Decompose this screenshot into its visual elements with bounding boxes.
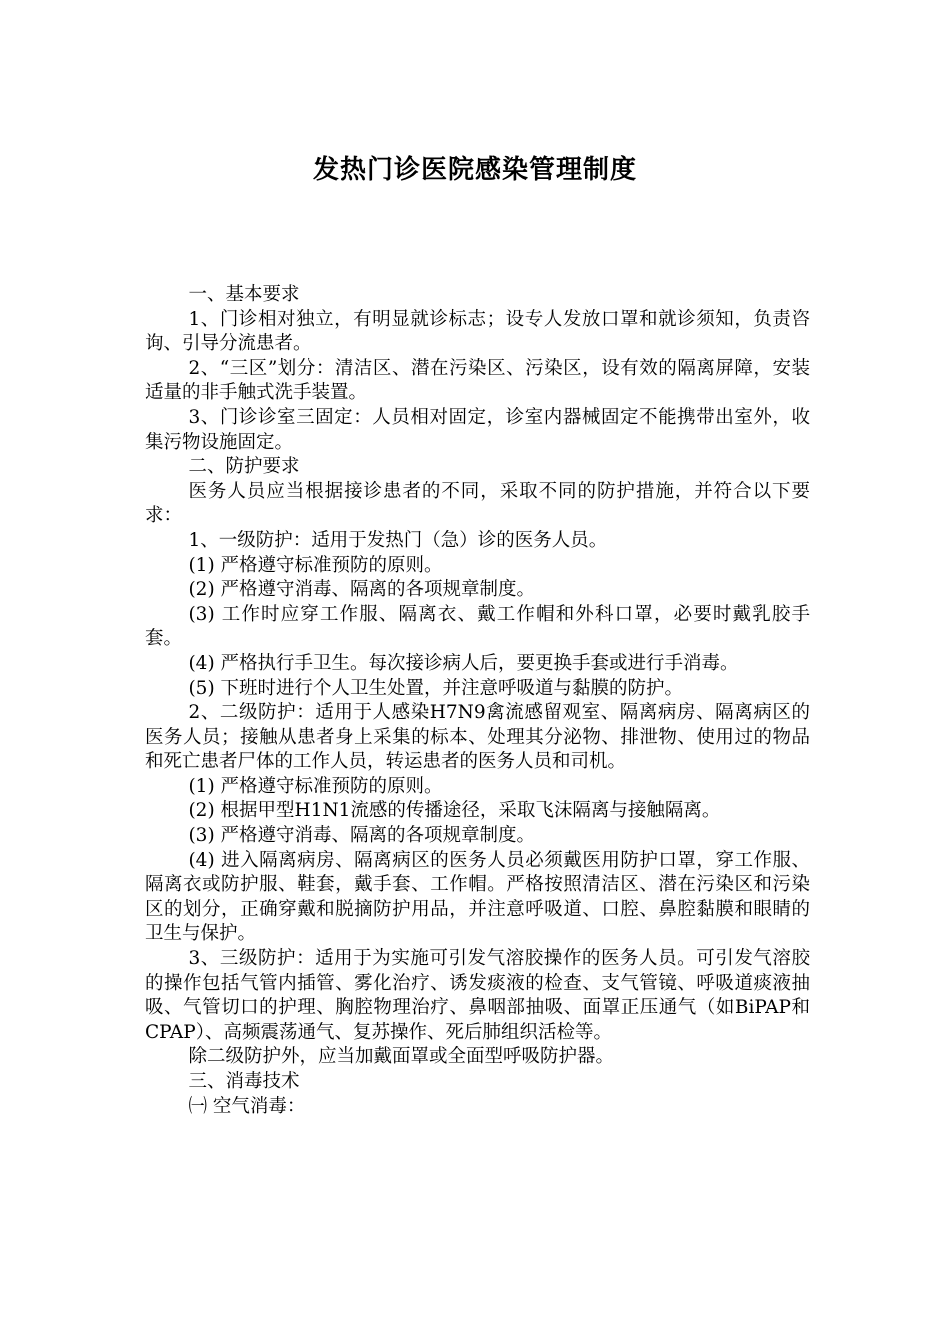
list-item: (2) 严格遵守消毒、隔离的各项规章制度。 [188, 579, 536, 601]
list-item: (4) 严格执行手卫生。每次接诊病人后，要更换手套或进行手消毒。 [188, 652, 739, 674]
paragraph: 3、门诊诊室三固定：人员相对固定，诊室内器械固定不能携带出室外，收集污物设施固定。 [145, 406, 810, 453]
paragraph: 3、三级防护：适用于为实施可引发气溶胶操作的医务人员。可引发气溶胶的操作包括气管内插管、雾化治疗、诱发痰液的检查、支气管镜、呼吸道痰液抽吸、气管切口的护理、胸腔物理治疗、鼻咽部抽吸、面罩正压通气（如BiPAP和CPAP）、高频震荡通气、复苏操作、死后肺组织活检等。 [145, 948, 810, 1043]
paragraph: 2、“三区”划分：清洁区、潜在污染区、污染区，设有效的隔离屏障，安装适量的非手触式洗手装置。 [145, 357, 810, 404]
section-heading-disinfection-technology: 三、消毒技术 [188, 1071, 300, 1092]
list-item: (4) 进入隔离病房、隔离病区的医务人员必须戴医用防护口罩，穿工作服、隔离衣或防护服、鞋套，戴手套、工作帽。严格按照清洁区、潜在污染区和污染区的划分，正确穿戴和脱摘防护用品，并注意呼吸道、口腔、鼻腔黏膜和眼睛的卫生与保护。 [145, 849, 810, 945]
list-item: (2) 根据甲型H1N1流感的传播途径，采取飞沫隔离与接触隔离。 [188, 800, 721, 822]
paragraph: 医务人员应当根据接诊患者的不同，采取不同的防护措施，并符合以下要求： [145, 480, 810, 527]
paragraph: 1、一级防护：适用于发热门（急）诊的医务人员。 [188, 529, 608, 551]
list-item: (3) 工作时应穿工作服、隔离衣、戴工作帽和外科口罩，必要时戴乳胶手套。 [145, 603, 810, 650]
paragraph: 除二级防护外，应当加戴面罩或全面型呼吸防护器。 [188, 1046, 614, 1068]
subsection-heading-air-disinfection: ㈠ 空气消毒： [188, 1095, 306, 1117]
list-item: (1) 严格遵守标准预防的原则。 [188, 554, 443, 576]
list-item: (5) 下班时进行个人卫生处置，并注意呼吸道与黏膜的防护。 [188, 677, 684, 699]
list-item: (3) 严格遵守消毒、隔离的各项规章制度。 [188, 825, 536, 847]
paragraph: 1、门诊相对独立，有明显就诊标志；设专人发放口罩和就诊须知，负责咨询、引导分流患者。 [145, 308, 810, 355]
section-heading-protection-requirements: 二、防护要求 [188, 456, 300, 478]
document-title: 发热门诊医院感染管理制度 [312, 155, 637, 185]
document-body [145, 283, 810, 1119]
section-heading-basic-requirements: 一、基本要求 [188, 284, 300, 305]
paragraph: 2、二级防护：适用于人感染H7N9禽流感留观室、隔离病房、隔离病区的医务人员；接触从患者身上采集的标本、处理其分泌物、排泄物、使用过的物品和死亡患者尸体的工作人员，转运患者的医务人员和司机。 [145, 702, 810, 773]
list-item: (1) 严格遵守标准预防的原则。 [188, 775, 443, 797]
